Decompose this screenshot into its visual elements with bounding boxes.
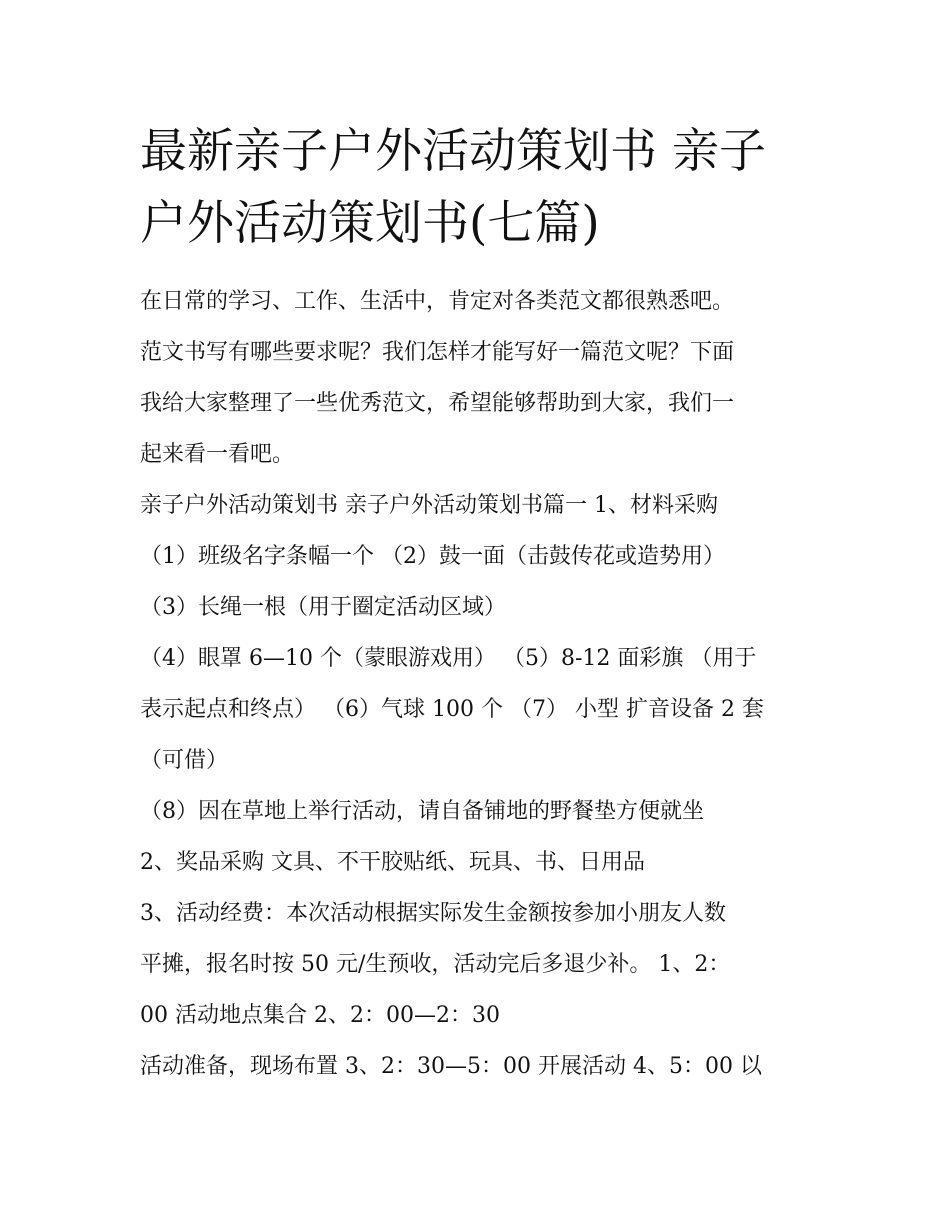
body-line: 表示起点和终点） （6）气球 100 个 （7） 小型 扩音设备 2 套 (140, 697, 764, 722)
body-line: 2、奖品采购 文具、不干胶贴纸、玩具、书、日用品 (140, 850, 645, 875)
body-line: 亲子户外活动策划书 亲子户外活动策划书篇一 1、材料采购 (140, 493, 718, 518)
body-line: （1）班级名字条幅一个 （2）鼓一面（击鼓传花或造势用） (140, 544, 725, 569)
body-line: 范文书写有哪些要求呢？我们怎样才能写好一篇范文呢？下面 (140, 340, 735, 365)
body-line: 00 活动地点集合 2、2：00—2：30 (140, 1003, 500, 1028)
body-line: 平摊，报名时按 50 元/生预收，活动完后多退少补。 1、2： (140, 952, 731, 977)
body-line: （4）眼罩 6—10 个（蒙眼游戏用） （5）8-12 面彩旗 （用于 (140, 646, 757, 671)
title-line: 最新亲子户外活动策划书 亲子 (140, 124, 766, 179)
body-line: 活动准备，现场布置 3、2：30—5：00 开展活动 4、5：00 以 (140, 1054, 762, 1079)
body-line: （8）因在草地上举行活动，请自备铺地的野餐垫方便就坐 (140, 799, 704, 824)
body-line: 我给大家整理了一些优秀范文，希望能够帮助到大家，我们一 (140, 391, 735, 416)
document-title (140, 116, 820, 260)
title-line: 户外活动策划书(七篇) (140, 196, 600, 251)
body-line: （可借） (140, 748, 229, 773)
body-line: 起来看一看吧。 (140, 442, 295, 467)
body-line: 3、活动经费：本次活动根据实际发生金额按参加小朋友人数 (140, 901, 726, 926)
document-body (140, 276, 820, 1092)
body-line: 在日常的学习、工作、生活中，肯定对各类范文都很熟悉吧。 (140, 289, 735, 314)
body-line: （3）长绳一根（用于圈定活动区域） (140, 595, 506, 620)
